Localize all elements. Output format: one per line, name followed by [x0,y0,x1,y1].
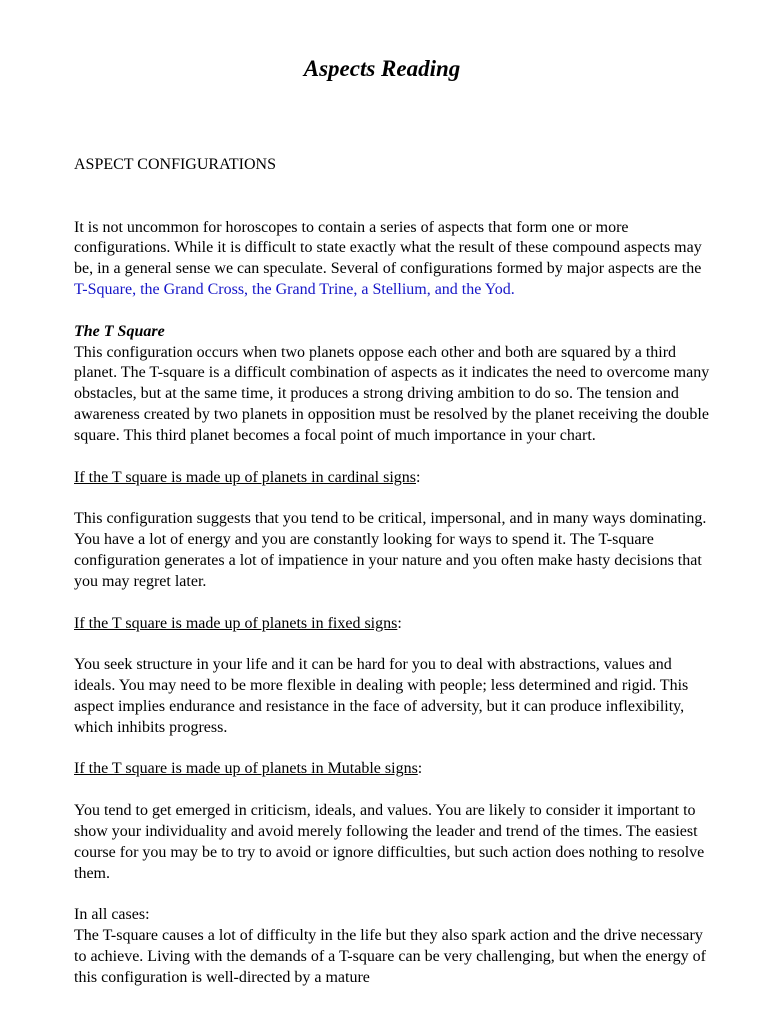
mutable-paragraph: You tend to get emerged in criticism, ideals, and values. You are likely to consider it important to show your individuality and avoid merely following the leader and trend of the times. The easiest course for you may be to try to avoid or ignore difficulties, but such action does nothing to resolve them. [74,802,705,882]
all-cases-paragraph: The T-square causes a lot of difficulty in the life but they also spark action and the drive necessary to achieve. Living with the demands of a T-square can be very challenging, but when the energy of this configuration is well-directed by a mature [74,927,706,986]
fixed-heading-label: If the T square is made up of planets in fixed signs [74,614,398,632]
document-title: Aspects Reading [303,56,461,81]
mutable-heading-label: If the T square is made up of planets in Mutable signs [74,760,418,778]
intro-text: It is not uncommon for horoscopes to contain a series of aspects that form one or more configurations. While it is difficult to state exactly what the result of these compound aspects may be, in a general sense we can speculate. Several of configurations formed by major aspects are the [74,218,702,278]
configurations-list: T-Square, the Grand Cross, the Grand Trine, a Stellium, and the Yod. [74,281,515,299]
cardinal-paragraph: This configuration suggests that you tend to be critical, impersonal, and in many ways dominating. You have a lot of energy and you are constantly looking for ways to spend it. The T-square configuration generates a lot of impatience in your nature and you often make hasty decisions that you may regret later. [74,510,707,590]
section-heading: ASPECT CONFIGURATIONS [74,156,276,173]
fixed-heading [74,614,714,635]
intro-paragraph [74,218,714,301]
cardinal-heading-label: If the T square is made up of planets in cardinal signs [74,468,416,486]
document-body [74,155,714,989]
t-square-paragraph: This configuration occurs when two planets oppose each other and both are squared by a third planet. The T-square is a difficult combination of aspects as it indicates the need to overcome many obstacles, but at the same time, it produces a strong driving ambition to do so. The tension and awareness created by two planets in opposition must be resolved by the planet receiving the double square. This third planet becomes a focal point of much importance in your chart. [74,343,710,444]
mutable-heading [74,759,714,780]
fixed-heading-colon: : [397,614,402,632]
fixed-paragraph: You seek structure in your life and it can be hard for you to deal with abstractions, values and ideals. You may need to be more flexible in dealing with people; less determined and rigid. This aspect implies endurance and resistance in the face of adversity, but it can produce inflexibility, which inhibits progress. [74,656,689,736]
t-square-heading: The T Square [74,322,165,340]
cardinal-heading-colon: : [416,468,421,486]
all-cases-label: In all cases: [74,906,150,924]
cardinal-heading [74,468,714,489]
mutable-heading-colon: : [417,760,423,778]
